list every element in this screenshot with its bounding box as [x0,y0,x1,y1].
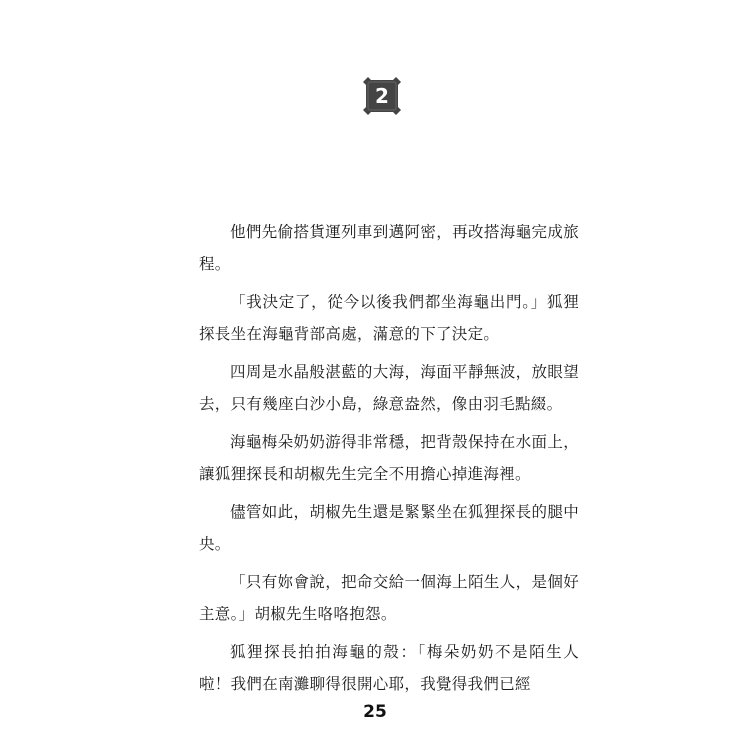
paragraph: 儘管如此，胡椒先生還是緊緊坐在狐狸探長的腿中央。 [199,503,579,553]
paragraph: 「我決定了，從今以後我們都坐海龜出門。」狐狸探長坐在海龜背部高處，滿意的下了決定。 [199,293,579,343]
paragraph: 海龜梅朵奶奶游得非常穩，把背殼保持在水面上，讓狐狸探長和胡椒先生完全不用擔心掉進海裡。 [199,433,579,483]
body-text [199,216,579,706]
chapter-number: 2 [375,84,389,108]
page-number: 25 [363,702,387,722]
paragraph: 狐狸探長拍拍海龜的殼：「梅朵奶奶不是陌生人啦！我們在南灘聊得很開心耶，我覺得我們已經 [199,643,579,693]
paragraph: 他們先偷搭貨運列車到邁阿密，再改搭海龜完成旅程。 [199,223,579,273]
paragraph: 四周是水晶般湛藍的大海，海面平靜無波，放眼望去，只有幾座白沙小島，綠意盎然，像由羽毛點綴。 [199,363,579,413]
paragraph: 「只有妳會說，把命交給一個海上陌生人，是個好主意。」胡椒先生咯咯抱怨。 [199,573,579,623]
chapter-badge [362,76,402,116]
